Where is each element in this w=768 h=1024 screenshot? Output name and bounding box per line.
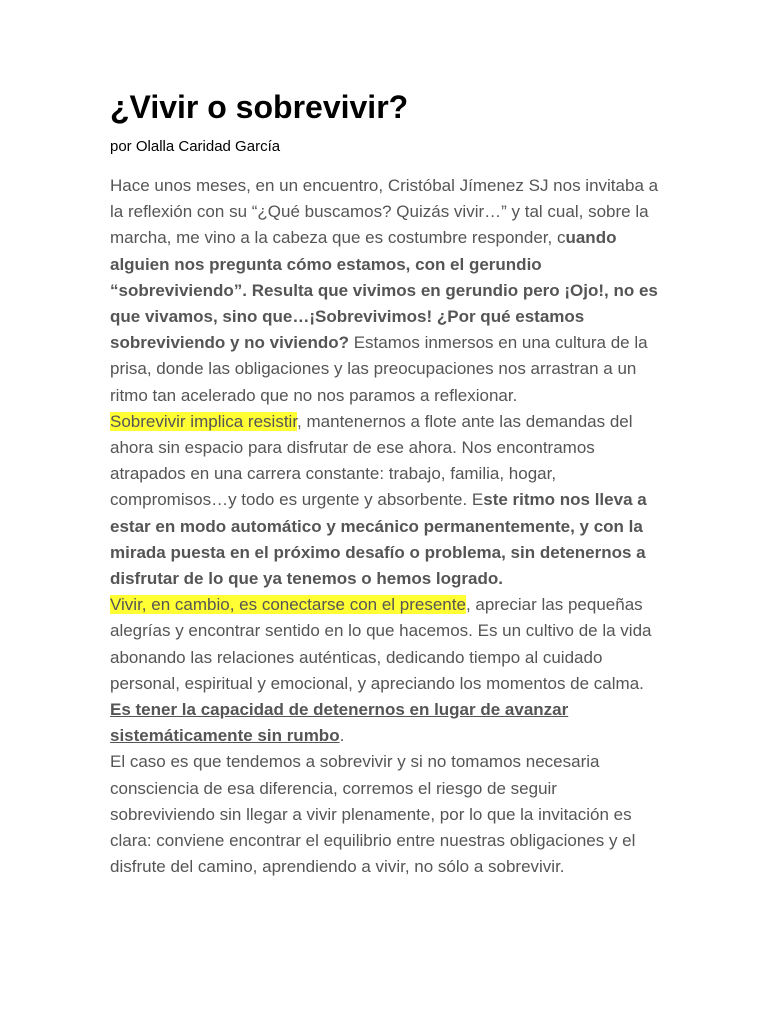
document-page	[110, 88, 662, 880]
article-body	[110, 173, 662, 880]
paragraph-1-text: Hace unos meses, en un encuentro, Cristóbal Jímenez SJ nos invitaba a la reflexión con su “¿Qué buscamos? Quizás vivir…” y tal cual, sobre la marcha, me vino a la cabeza que es costumbre responder, c	[110, 176, 659, 248]
paragraph-2-bold: ste ritmo nos lleva a estar en modo automático y mecánico permanentemente, y con la mirada puesta en el próximo desafío o problema, sin detenernos a disfrutar de lo que ya tenemos o hemos logrado.	[110, 490, 647, 589]
paragraph-1-text-end: Estamos inmersos en una cultura de la prisa, donde las obligaciones y las preocupaciones nos arrastran a un ritmo tan acelerado que no nos paramos a reflexionar.	[110, 333, 648, 405]
paragraph-1-bold: uando alguien nos pregunta cómo estamos, con el gerundio “sobreviviendo”. Resulta que vivimos en gerundio pero ¡Ojo!, no es que vivamos, sino que…¡Sobrevivimos! ¿Por qué estamos sobreviviendo y no viviendo?	[110, 228, 658, 353]
paragraph-4-text: El caso es que tendemos a sobrevivir y si no tomamos necesaria consciencia de esa diferencia, corremos el riesgo de seguir sobreviviendo sin llegar a vivir plenamente, por lo que la invitación es clara: conviene encontrar el equilibrio entre nuestras obligaciones y el disfrute del camino, aprendiendo a vivir, no sólo a sobrevivir.	[110, 752, 636, 877]
document-title: ¿Vivir o sobrevivir?	[110, 89, 409, 125]
author-byline: por Olalla Caridad García	[110, 138, 281, 155]
paragraph-2-highlight: Sobrevivir implica resistir	[110, 411, 298, 431]
paragraph-2-text: , mantenernos a flote ante las demandas del ahora sin espacio para disfrutar de ese ahora. Nos encontramos atrapados en una carrera constante: trabajo, familia, hogar, compromisos…y todo es urgente y absorbente. E	[110, 411, 633, 510]
paragraph-3-underline: Es tener la capacidad de detenernos en lugar de avanzar sistemáticamente sin rumbo	[110, 700, 569, 746]
paragraph-3-highlight: Vivir, en cambio, es conectarse con el presente	[110, 595, 466, 615]
paragraph-4	[110, 749, 662, 880]
paragraph-3-text: , apreciar las pequeñas alegrías y encontrar sentido en lo que hacemos. Es un cultivo de la vida abonando las relaciones auténticas, dedicando tiempo al cuidado personal, espiritual y emocional, y apreciando los momentos de calma.	[110, 595, 652, 693]
paragraph-3	[110, 592, 662, 749]
paragraph-1	[110, 173, 662, 409]
paragraph-3-text-end: .	[339, 726, 345, 746]
paragraph-2	[110, 409, 662, 592]
